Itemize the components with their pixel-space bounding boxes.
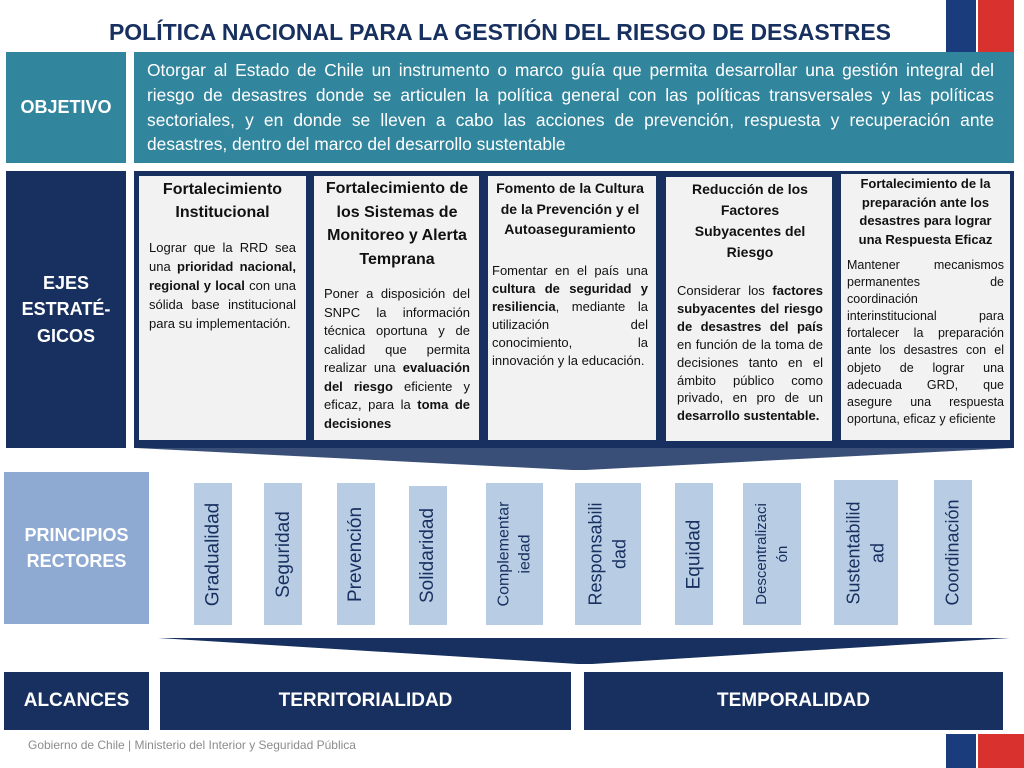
eje-body: Fomentar en el país una cultura de seguridad y resiliencia, mediante la utilización del conocimiento, la innovación y la educación. <box>492 262 648 368</box>
eje-body: Mantener mecanismos permanentes de coordinación interinstitucional para fortalecer la preparación ante los desastres con el objeto de lograr una adecuada GRD, que asegure una respuesta oportuna, eficaz y eficiente <box>847 258 1004 426</box>
principios-label: PRINCIPIOS RECTORES <box>4 472 149 624</box>
principio-coordinacion: Coordinación <box>934 480 972 625</box>
alcance-territorialidad: TERRITORIALIDAD <box>160 672 571 730</box>
footer-text: Gobierno de Chile | Ministerio del Interior y Seguridad Pública <box>28 738 356 752</box>
principio-descentralizacion: Descentralizaci ón <box>743 483 801 625</box>
principio-prevencion: Prevención <box>337 483 375 625</box>
eje-body: Lograr que la RRD sea una prioridad nacional, regional y local con una sólida base institucional para su implementación. <box>149 240 296 331</box>
eje-heading: Reducción de los Factores Subyacentes del Riesgo <box>692 181 808 260</box>
ejes-label: EJES ESTRATÉ-GICOS <box>6 171 126 448</box>
eje-heading: Fortalecimiento de la preparación ante los desastres para lograr una Respuesta Eficaz <box>858 176 993 247</box>
principio-responsabilidad: Responsabili dad <box>575 483 641 625</box>
eje-card-4 <box>666 177 832 441</box>
funnel-arrow-bottom <box>158 638 1010 666</box>
objetivo-text: Otorgar al Estado de Chile un instrumento o marco guía que permita desarrollar una gestión integral del riesgo de desastres donde se articulen la política general con las políticas transversales y las políticas sectoriales, y en donde se lleven a cabo las acciones de prevención, respuesta y recuperación ante desastres, dentro del marco del desarrollo sustentable <box>134 52 1014 163</box>
principio-seguridad: Seguridad <box>264 483 302 625</box>
eje-card-1 <box>139 176 306 440</box>
alcances-label: ALCANCES <box>4 672 149 730</box>
principio-gradualidad: Gradualidad <box>194 483 232 625</box>
eje-body: Considerar los factores subyacentes del riesgo de desastres del país en función de la toma de decisiones tanto en el ámbito público como privado, en pro de un desarrollo sustentable. <box>677 283 823 424</box>
objetivo-label: OBJETIVO <box>6 52 126 163</box>
eje-card-2 <box>314 176 479 440</box>
eje-heading: Fomento de la Cultura de la Prevención y el Autoaseguramiento <box>496 180 644 237</box>
principio-solidaridad: Solidaridad <box>409 486 447 625</box>
eje-heading: Fortalecimiento Institucional <box>162 181 283 221</box>
flag-stripe-red-bottom <box>978 734 1024 768</box>
alcance-temporalidad: TEMPORALIDAD <box>584 672 1003 730</box>
funnel-arrow-top <box>136 448 1012 474</box>
page-title: POLÍTICA NACIONAL PARA LA GESTIÓN DEL RIESGO DE DESASTRES <box>108 19 892 45</box>
eje-body: Poner a disposición del SNPC la información técnica oportuna y de calidad que permita realizar una evaluación del riesgo eficiente y eficaz, para la toma de decisiones <box>324 286 471 431</box>
eje-card-3 <box>488 176 656 440</box>
eje-card-5 <box>841 174 1010 440</box>
principio-equidad: Equidad <box>675 483 713 625</box>
flag-stripe-blue-bottom <box>946 734 976 768</box>
principio-sustentabilidad: Sustentabilid ad <box>834 480 898 625</box>
principio-complementariedad: Complementar iedad <box>486 483 543 625</box>
eje-heading: Fortalecimiento de los Sistemas de Monitoreo y Alerta Temprana <box>325 180 469 268</box>
